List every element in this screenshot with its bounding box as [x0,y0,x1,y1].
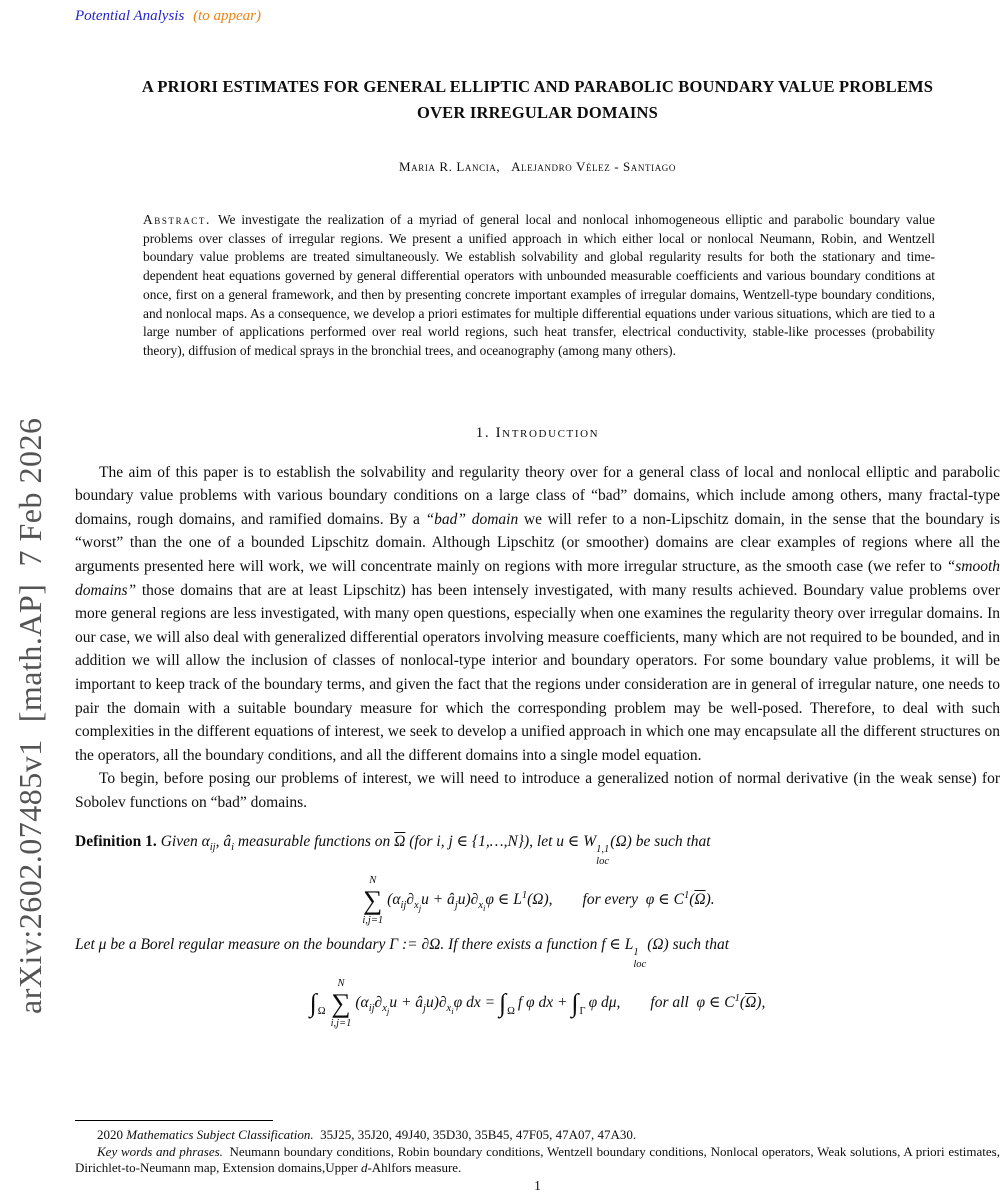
journal-status: (to appear) [193,8,261,24]
intro-paragraph-2: To begin, before posing our problems of interest, we will need to introduce a generalized notion of normal derivative (in the weak sense) for Sobolev functions on “bad” domains. [75,770,1000,811]
footnote-msc: 2020 Mathematics Subject Classification. 35J25, 35J20, 49J40, 35D30, 35B45, 47F05, 47A07, 47A30. [97,1127,637,1142]
arxiv-watermark: arXiv:2602.07485v1 [math.AP] 7 Feb 2026 [12,417,48,1014]
display-formula-1: N ∑ i,j=1 ($\alpha_{ij}\partial_{x_j}u$ + $â_ju)\partial_{x_i}\varphi$ ∈ $L^1(\Omega)$, for every φ ∈ $C^1(\overline{\Omega})$. [362,874,715,926]
paper-content [75,0,1000,1036]
paper-title-line2: OVER IRREGULAR DOMAINS [417,103,658,122]
section-heading-introduction: 1. Introduction [475,424,600,441]
page-number: 1 [534,1178,541,1193]
journal-reference [75,0,1000,25]
journal-name-link[interactable]: Potential Analysis [75,8,185,24]
abstract-block [143,211,935,361]
definition-intro-text: Given $\alpha_{ij}$, $â_i$ measurable functions on $\overline{\Omega}$ (for i, j ∈ {1,…,N}), let u ∈ W 1,1 loc (Ω) be such that [160,832,711,867]
paper-title [75,74,1000,126]
definition-label: Definition 1. [75,832,157,850]
definition-continuation-text: Let μ be a Borel regular measure on the boundary Γ := ∂Ω. If there exists a function f ∈ L 1 loc (Ω) such that [75,935,729,970]
paper-title-line1: A PRIORI ESTIMATES FOR GENERAL ELLIPTIC AND PARABOLIC BOUNDARY VALUE PROBLEMS [141,77,934,96]
footnote-rule [75,1120,273,1121]
display-formula-2: $\int_\Omega$ N ∑ i,j=1 ($\alpha_{ij}\partial_{x_j}u$ + $â_ju)\partial_{x_i}\varphi$ dx = $\int_\Omega f$ φ dx + $\int_\Gamma\varphi$ dμ, for all φ ∈ $C^1(\overline{\Omega})$, [309,978,766,1030]
footnote-block [75,1120,1000,1177]
abstract-text: We investigate the realization of a myriad of general local and nonlocal inhomogeneous elliptic and parabolic boundary value problems over classes of irregular regions. We present a unified approach in which either local or nonlocal Neumann, Robin, and Wentzell boundary value problems are treated simultaneously. We establish solvability and global regularity results for both the stationary and time-dependent heat equations governed by general differential operators with unbounded measurable coefficients and various boundary conditions at once, first on a general framework, and then by presenting concrete important examples of irregular domains, Wentzell-type boundary conditions, and nonlocal maps. As a consequence, we develop a priori estimates for multiple differential equations under various situations, which are tied to a large number of applications performed over real world regions, such heat transfer, electrical conductivity, stable-like processes (probability theory), diffusion of medical sprays in the bronchial trees, and oceanography (among many others). [143,212,935,358]
abstract-label: Abstract. [143,212,211,227]
definition-1-block [75,830,1000,1031]
intro-paragraph-1: The aim of this paper is to establish the solvability and regularity theory over for a general class of local and nonlocal elliptic and parabolic boundary value problems with various boundary conditions on a large class of “bad” domains, which include among others, many fractal-type domains, rough domains, and ramified domains. By a “bad” domain we will refer to a non-Lipschitz domain, in the sense that the boundary is “worst” than the one of a bounded Lipschitz domain. Although Lipschitz (or smoother) domains are clear examples of regions where all the arguments presented here will work, we will concentrate mainly on regions with more irregular structure, as the smooth case (we refer to “smooth domains” those domains that are at least Lipschitz) has been intensely investigated, with many results achieved. Boundary value problems over more general regions are less investigated, with many open questions, especially when one examines the regularity theory over irregular domains. In our case, we will also deal with generalized differential operators involving measure coefficients, many which are not required to be bounded, and in addition we will allow the inclusion of classes of nonlocal-type interior and boundary operators. For some boundary value problems, it will be important to keep track of the boundary terms, and given the fact that the regions under consideration are in general of irregular nature, one needs to pair the domain with a suitable boundary measure for which the corresponding problem may be well-posed. Therefore, to deal with such complexities in the different equations of interest, we seek to develop a unified approach in which one may encapsulate all the different structures on the operators, all the boundary conditions, and all the different domains into a single model equation. [75,463,1000,764]
footnote-keywords: Key words and phrases. Neumann boundary conditions, Robin boundary conditions, Wentzell boundary conditions, Nonlocal operators, Weak solutions, A priori estimates, Dirichlet-to-Neumann map, Extension domains,Upper d-Ahlfors measure. [75,1143,1000,1176]
paper-authors: Maria R. Lancia, Alejandro Vélez - Santiago [398,159,677,174]
